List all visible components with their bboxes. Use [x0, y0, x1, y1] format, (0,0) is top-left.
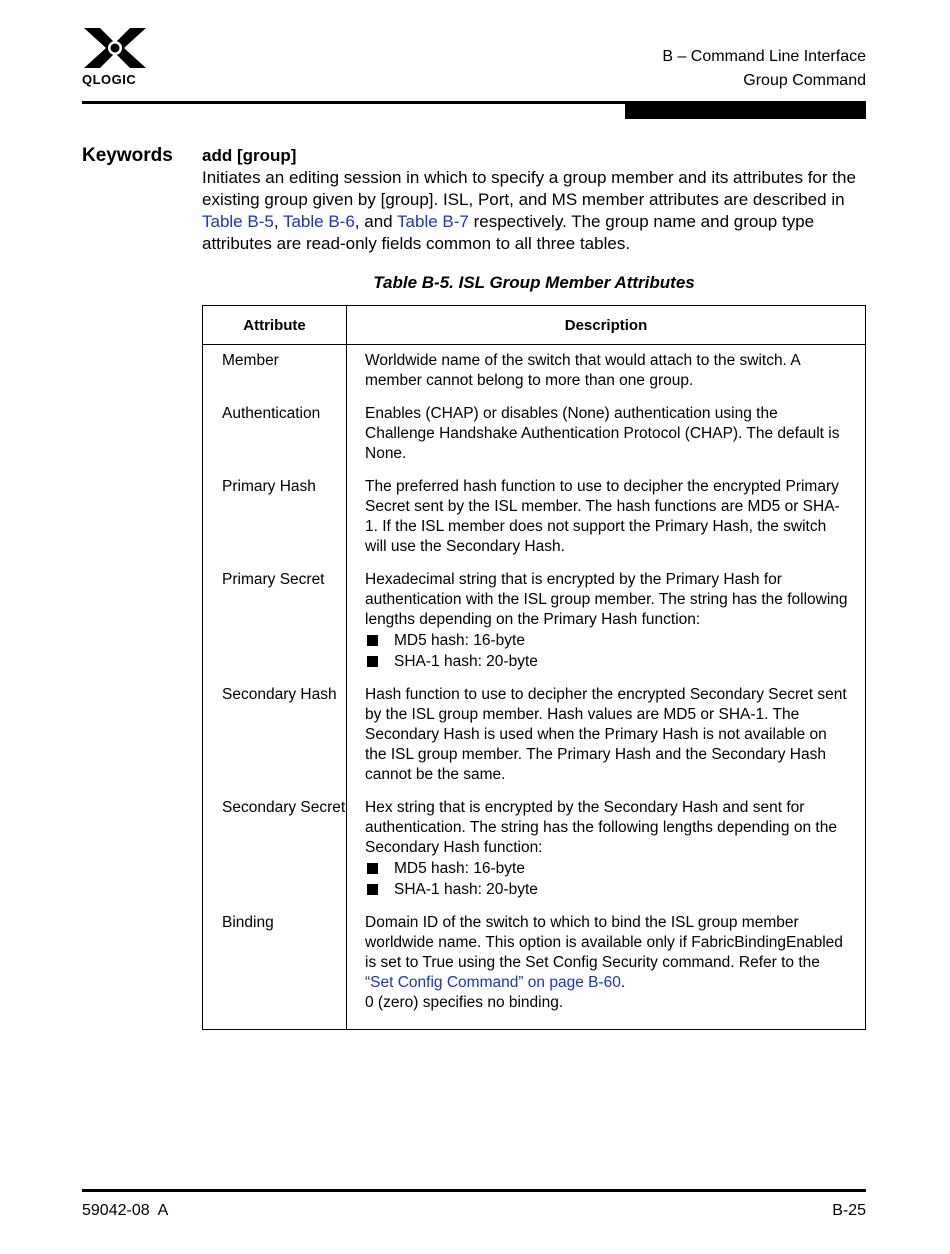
bullet-text: SHA-1 hash: 20-byte: [394, 881, 538, 898]
table-header: [203, 306, 865, 345]
header-description: Description: [564, 316, 648, 334]
row-description: Hexadecimal string that is encrypted by the Primary Hash for authentication with the ISL group member. The string has the following lengths depending on the Primary Hash function:: [365, 571, 848, 628]
binding-period: .: [620, 974, 626, 991]
bullet-text: MD5 hash: 16-byte: [394, 632, 525, 649]
row-description: The preferred hash function to use to decipher the encrypted Primary Secret sent by the ISL member. The hash functions are MD5 or SHA-1. If the ISL member does not support the Primary Hash, the switch will use the Secondary Hash.: [365, 478, 840, 555]
header-section: B – Command Line Interface: [662, 48, 866, 65]
bullet-text: SHA-1 hash: 20-byte: [394, 653, 538, 670]
footer-rule: [82, 1189, 866, 1192]
column-divider: [346, 306, 347, 1029]
square-bullet-icon: [367, 863, 378, 874]
bullet-item: [365, 651, 849, 672]
row-attribute: Secondary Hash: [222, 686, 337, 703]
bullet-text: MD5 hash: 16-byte: [394, 860, 525, 877]
table-row: [203, 570, 865, 672]
qlogic-logo: [82, 26, 150, 87]
table-caption: Table B-5. ISL Group Member Attributes: [373, 273, 695, 292]
row-description: Hash function to use to decipher the encrypted Secondary Secret sent by the ISL group member. Hash values are MD5 or SHA-1. The Secondary Hash is used when the Primary Hash is not available on the ISL group member. The Primary Hash and the Secondary Hash cannot be the same.: [365, 686, 847, 783]
para-text-1: Initiates an editing session in which to specify a group member and its attributes for the existing group given by [group]. ISL, Port, and MS member attributes are described in: [202, 168, 856, 209]
row-attribute: Authentication: [222, 405, 321, 422]
attributes-table: [202, 305, 866, 1030]
page-number: B-25: [832, 1202, 866, 1219]
table-row: [203, 685, 865, 785]
link-table-b6[interactable]: Table B-6: [282, 212, 355, 231]
row-attribute: Binding: [222, 914, 274, 931]
logo-text: QLOGIC: [82, 72, 137, 87]
row-attribute: Primary Hash: [222, 478, 316, 495]
table-body: [203, 345, 865, 1013]
row-description-cell: [346, 570, 865, 672]
row-attribute: Member: [222, 352, 279, 369]
para-sep-2: , and: [354, 212, 398, 231]
keywords-body: [202, 145, 866, 255]
para-text-2: respectively. The group name and group type attributes are read-only fields common to all three tables.: [202, 212, 815, 253]
binding-note: 0 (zero) specifies no binding.: [365, 994, 564, 1011]
table-row: [203, 477, 865, 557]
bullet-item: [365, 858, 849, 879]
header-bar: [625, 101, 866, 119]
keywords-paragraph: [202, 167, 866, 255]
qlogic-logo-icon: [82, 26, 148, 70]
table-row: [203, 798, 865, 900]
bullet-item: [365, 630, 849, 651]
link-table-b5[interactable]: Table B-5: [202, 212, 274, 231]
para-sep-1: ,: [273, 212, 283, 231]
row-attribute: Primary Secret: [222, 571, 325, 588]
table-row: [203, 913, 865, 1013]
command-title: add [group]: [202, 146, 297, 165]
link-table-b7[interactable]: Table B-7: [397, 212, 469, 231]
row-description: Enables (CHAP) or disables (None) authentication using the Challenge Handshake Authentication Protocol (CHAP). The default is None.: [365, 405, 840, 462]
row-attribute: Secondary Secret: [222, 799, 346, 816]
binding-text: Domain ID of the switch to which to bind the ISL group member worldwide name. This option is available only if FabricBindingEnabled is set to True using the Set Config Security command. Refer to the: [365, 914, 843, 971]
square-bullet-icon: [367, 884, 378, 895]
header-subsection: Group Command: [743, 72, 866, 89]
row-description: Worldwide name of the switch that would attach to the switch. A member cannot belong to more than one group.: [365, 352, 800, 389]
bullet-item: [365, 879, 849, 900]
square-bullet-icon: [367, 635, 378, 646]
table-row: [203, 404, 865, 464]
link-set-config-command[interactable]: “Set Config Command” on page B-60: [365, 974, 621, 991]
row-description-cell: [346, 913, 865, 1013]
table-row: [203, 351, 865, 391]
keywords-label: Keywords: [82, 145, 173, 166]
header-attribute: Attribute: [203, 306, 347, 344]
running-header: [662, 45, 866, 93]
row-description-cell: [346, 798, 865, 900]
row-description: Hex string that is encrypted by the Secondary Hash and sent for authentication. The string has the following lengths depending on the Secondary Hash function:: [365, 799, 837, 856]
row-description: [365, 913, 849, 993]
doc-number: 59042-08 A: [82, 1202, 169, 1219]
square-bullet-icon: [367, 656, 378, 667]
